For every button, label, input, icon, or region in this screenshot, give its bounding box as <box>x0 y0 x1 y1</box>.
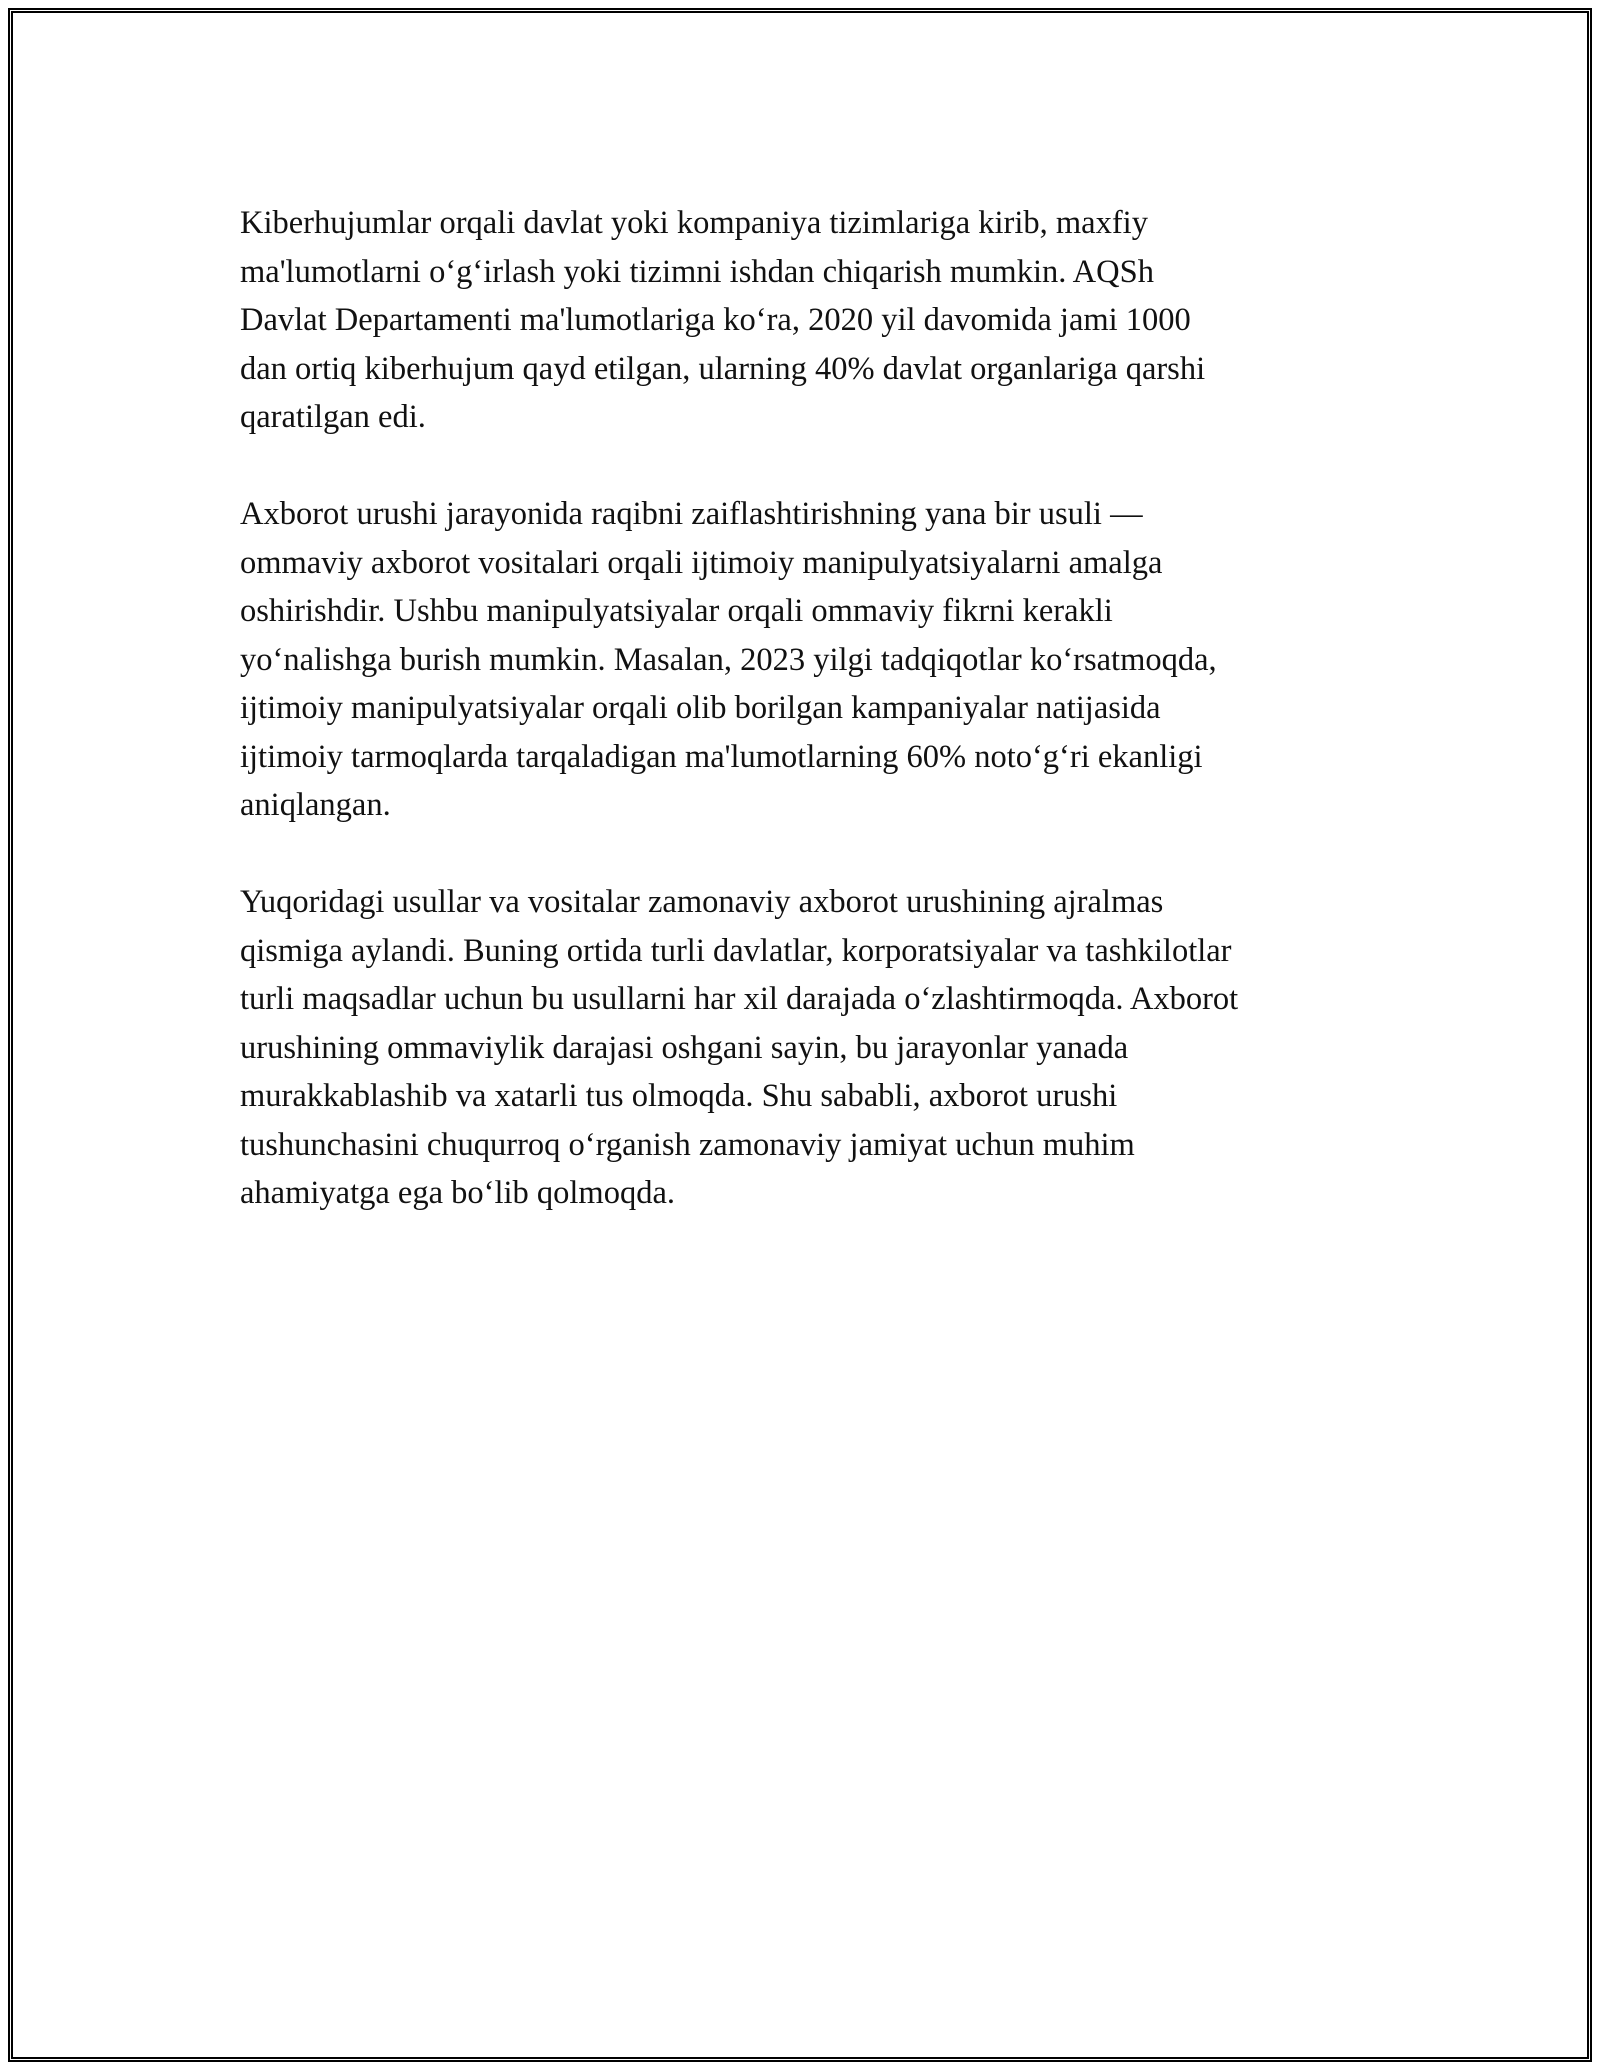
document-body <box>240 199 1400 1266</box>
page-border <box>8 8 1592 2062</box>
paragraph-cyberattacks: Kiberhujumlar orqali davlat yoki kompaniya tizimlariga kirib, maxfiy ma'lumotlarni o‘g‘irlash yoki tizimni ishdan chiqarish mumkin. AQSh Davlat Departamenti ma'lumotlariga ko‘ra, 2020 yil davomida jami 1000 dan ortiq kiberhujum qayd etilgan, ularning 40% davlat organlariga qarshi qaratilgan edi. <box>240 205 1206 435</box>
paragraph-conclusion: Yuqoridagi usullar va vositalar zamonaviy axborot urushining ajralmas qismiga aylandi. Buning ortida turli davlatlar, korporatsiyalar va tashkilotlar turli maqsadlar uchun bu usullarni har xil darajada o‘zlashtirmoqda. Axborot urushining ommaviylik darajasi oshgani sayin, bu jarayonlar yanada murakkablashib va xatarli tus olmoqda. Shu sababli, axborot urushi tushunchasini chuqurroq o‘rganish zamonaviy jamiyat uchun muhim ahamiyatga ega bo‘lib qolmoqda. <box>240 884 1239 1211</box>
paragraph-social-manipulation: Axborot urushi jarayonida raqibni zaiflashtirishning yana bir usuli — ommaviy axborot vositalari orqali ijtimoiy manipulyatsiyalarni amalga oshirishdir. Ushbu manipulyatsiyalar orqali ommaviy fikrni kerakli yo‘nalishga burish mumkin. Masalan, 2023 yilgi tadqiqotlar ko‘rsatmoqda, ijtimoiy manipulyatsiyalar orqali olib borilgan kampaniyalar natijasida ijtimoiy tarmoqlarda tarqaladigan ma'lumotlarning 60% noto‘g‘ri ekanligi aniqlangan. <box>240 496 1217 823</box>
